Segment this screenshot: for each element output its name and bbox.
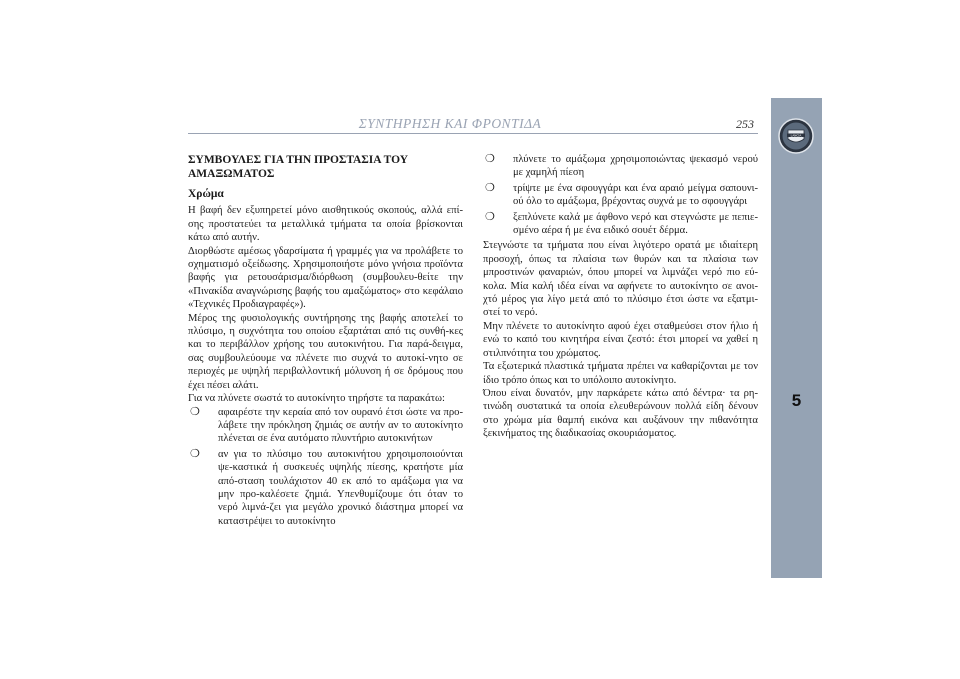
subheading-paint: Χρώμα <box>188 188 224 200</box>
list-item-text: αν για το πλύσιμο του αυτοκινήτου χρησιμοποιούνται ψε-καστικά ή συσκευές υψηλής πίεσης, κρατήστε μία από-σταση τουλάχιστον 40 εκ από το αμάξωμα για να μην προ-καλέσετε ζημιά. Υπενθυμίζουμε ότι όταν το νερό λιμνά-ζει για μεγάλο χρονικό διάστημα μπορεί να καταστρέψει το αυτοκίνητο <box>218 448 463 527</box>
list-item-text: τρίψτε με ένα σφουγγάρι και ένα αραιό μείγμα σαπουνι-ού όλο το αμάξωμα, βρέχοντας συχνά με το σφουγγάρι <box>513 182 758 208</box>
paragraph: Μην πλένετε το αυτοκίνητο αφού έχει σταθμεύσει στον ήλιο ή ενώ το καπό του κινητήρα είναι ζεστό: έτσι μπορεί να χαθεί η στιλπνότητα του χρώματος. <box>483 320 758 359</box>
list-item-text: αφαιρέστε την κεραία από τον ουρανό έτσι ώστε να προ-λάβετε την πρόκληση ζημιάς σε αυτήν αν το αυτοκίνητο πλένεται σε ένα αυτόματο πλυντήριο αυτοκινήτων <box>218 406 463 445</box>
bullet-circle-icon: ❍ <box>485 153 495 165</box>
paragraph: Στεγνώστε τα τμήματα που είναι λιγότερο ορατά με ιδιαίτερη προσοχή, όπως τα πλαίσια των θυρών και τα πλαίσια των μπροστινών φαναριών, όπου μπορεί να λιμνάζει νερό πιο εύ-κολα. Μία καλή ιδέα είναι να αφήνετε το αυτοκίνητο σε ανοι-χτό μέρος για λίγο μετά από το πλύσιμο έτσι ώστε να εξατμι-στεί το νερό. <box>483 240 758 319</box>
paragraph: Μέρος της φυσιολογικής συντήρησης της βαφής αποτελεί το πλύσιμο, η συχνότητα του οποίου εξαρτάται από τις συνθή-κες και το περιβάλλον χρήσης του αυτοκινήτου. Για παρά-δειγμα, σας συμβουλεύουμε να πλένετε πιο συχνά το αυτοκί-νητο σε περιοχές με υψηλή περιβαλλοντική μόλυνση ή σε δρόμους που έχει πέσει αλάτι. <box>188 312 463 391</box>
list-item <box>483 211 758 238</box>
paragraph: Διορθώστε αμέσως γδαρσίματα ή γραμμές για να προλάβετε το σχηματισμό οξείδωσης. Χρησιμοποιήστε μόνο γνήσια προϊόντα βαφής για ρετουσάρισμα/διόρθωση (συμβουλευ-θείτε την «Πινακίδα αναγνώρισης βαφής του αμαξώματος» στο κεφάλαιο «Τεχνικές Προδιαγραφές»). <box>188 245 463 311</box>
bullet-circle-icon: ❍ <box>190 447 200 460</box>
left-column <box>188 153 463 530</box>
list-item <box>483 153 758 180</box>
paragraph: Όπου είναι δυνατόν, μην παρκάρετε κάτω από δέντρα· τα ρη-τινώδη συστατικά τα οποία ελευθερώνουν πολλά είδη δένουν στο χρώμα μία θαμπή εικόνα και αυξάνουν την πιθανότητα ξεκινήματος της διαδικασίας σκουριάσματος. <box>483 387 758 440</box>
list-item-text: πλύνετε το αμάξωμα χρησιμοποιώντας ψεκασμό νερού με χαμηλή πίεση <box>513 154 758 179</box>
chapter-sidebar <box>771 98 822 578</box>
washing-steps-list <box>188 406 463 529</box>
lancia-logo-icon <box>778 118 814 154</box>
logo-lettering: LANCIA <box>790 133 802 138</box>
washing-steps-list-continued <box>483 153 758 237</box>
bullet-circle-icon: ❍ <box>485 181 495 194</box>
page-number: 253 <box>736 117 754 131</box>
paragraph: Τα εξωτερικά πλαστικά τμήματα πρέπει να καθαρίζονται με τον ίδιο τρόπο όπως και το υπόλοιπο αυτοκίνητο. <box>483 361 758 386</box>
list-item <box>188 406 463 446</box>
bullet-circle-icon: ❍ <box>485 210 495 223</box>
paragraph: Για να πλύνετε σωστά το αυτοκίνητο τηρήστε τα παρακάτω: <box>188 393 445 405</box>
paragraph: Η βαφή δεν εξυπηρετεί μόνο αισθητικούς σκοπούς, αλλά επί-σης προστατεύει τα μεταλλικά τμήματα τα οποία βρίσκονται κάτω από αυτήν. <box>188 205 463 244</box>
list-item-text: ξεπλύνετε καλά με άφθονο νερό και στεγνώστε με πεπιε-σμένο αέρα ή με ένα ειδικό σουέτ δέρμα. <box>513 211 758 237</box>
section-title: ΣΥΜΒΟΥΛΕΣ ΓΙΑ ΤΗΝ ΠΡΟΣΤΑΣΙΑ ΤΟΥ ΑΜΑΞΩΜΑΤΟΣ <box>188 154 409 180</box>
header-divider <box>188 133 758 134</box>
bullet-circle-icon: ❍ <box>190 405 200 418</box>
right-column <box>483 153 758 441</box>
list-item <box>188 448 463 528</box>
list-item <box>483 182 758 209</box>
chapter-number: 5 <box>791 391 802 410</box>
page-header-title: ΣΥΝΤΗΡΗΣΗ ΚΑΙ ΦΡΟΝΤΙΔΑ <box>358 116 542 131</box>
